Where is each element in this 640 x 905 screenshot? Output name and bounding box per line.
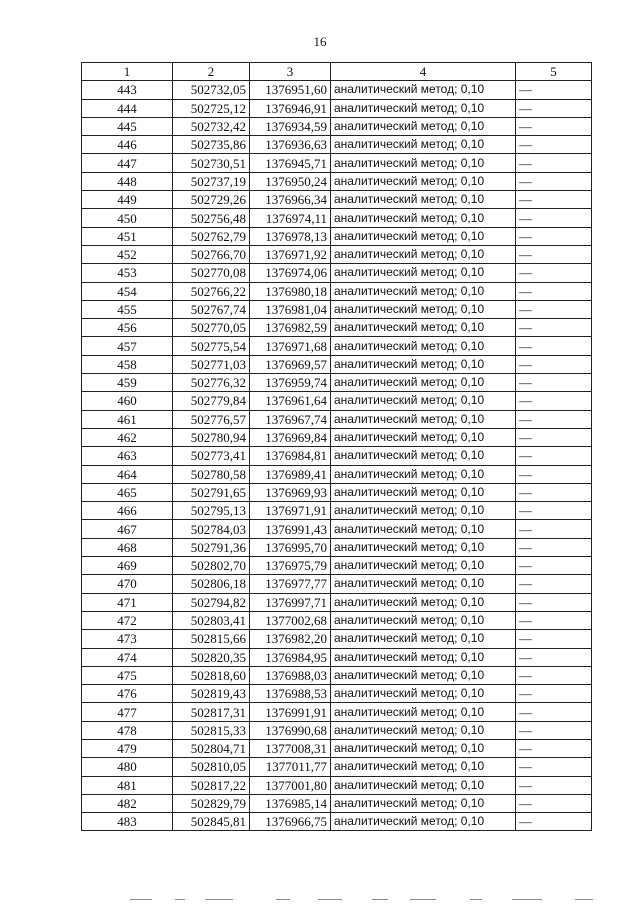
y-coordinate-cell: 1376988,03 <box>250 666 331 684</box>
x-coordinate-cell: 502795,13 <box>173 502 250 520</box>
description-cell: — <box>516 739 592 757</box>
method-accuracy-cell: аналитический метод; 0,10 <box>331 557 516 575</box>
x-coordinate-cell: 502791,65 <box>173 483 250 501</box>
x-coordinate-cell: 502766,70 <box>173 245 250 263</box>
description-cell: — <box>516 630 592 648</box>
table-row <box>82 300 592 318</box>
description-cell: — <box>516 557 592 575</box>
x-coordinate-cell: 502771,03 <box>173 355 250 373</box>
description-cell: — <box>516 794 592 812</box>
point-number-cell: 461 <box>82 410 173 428</box>
point-number-cell: 477 <box>82 703 173 721</box>
point-number-cell: 457 <box>82 337 173 355</box>
x-coordinate-cell: 502779,84 <box>173 392 250 410</box>
x-coordinate-cell: 502725,12 <box>173 99 250 117</box>
description-cell: — <box>516 191 592 209</box>
point-number-cell: 475 <box>82 666 173 684</box>
description-cell: — <box>516 611 592 629</box>
description-cell: — <box>516 337 592 355</box>
method-accuracy-cell: аналитический метод; 0,10 <box>331 575 516 593</box>
description-cell: — <box>516 648 592 666</box>
table-row <box>82 758 592 776</box>
y-coordinate-cell: 1376969,93 <box>250 483 331 501</box>
y-coordinate-cell: 1376969,57 <box>250 355 331 373</box>
point-number-cell: 478 <box>82 721 173 739</box>
table-row <box>82 410 592 428</box>
method-accuracy-cell: аналитический метод; 0,10 <box>331 758 516 776</box>
method-accuracy-cell: аналитический метод; 0,10 <box>331 227 516 245</box>
y-coordinate-cell: 1376971,91 <box>250 502 331 520</box>
y-coordinate-cell: 1376946,91 <box>250 99 331 117</box>
table-row <box>82 319 592 337</box>
table-row <box>82 520 592 538</box>
x-coordinate-cell: 502732,05 <box>173 81 250 99</box>
y-coordinate-cell: 1376981,04 <box>250 300 331 318</box>
x-coordinate-cell: 502737,19 <box>173 172 250 190</box>
y-coordinate-cell: 1376950,24 <box>250 172 331 190</box>
x-coordinate-cell: 502829,79 <box>173 794 250 812</box>
y-coordinate-cell: 1376967,74 <box>250 410 331 428</box>
point-number-cell: 481 <box>82 776 173 794</box>
method-accuracy-cell: аналитический метод; 0,10 <box>331 154 516 172</box>
x-coordinate-cell: 502820,35 <box>173 648 250 666</box>
x-coordinate-cell: 502791,36 <box>173 538 250 556</box>
method-accuracy-cell: аналитический метод; 0,10 <box>331 611 516 629</box>
x-coordinate-cell: 502806,18 <box>173 575 250 593</box>
table-row <box>82 575 592 593</box>
table-row <box>82 666 592 684</box>
x-coordinate-cell: 502729,26 <box>173 191 250 209</box>
y-coordinate-cell: 1376966,34 <box>250 191 331 209</box>
x-coordinate-cell: 502804,71 <box>173 739 250 757</box>
point-number-cell: 445 <box>82 117 173 135</box>
method-accuracy-cell: аналитический метод; 0,10 <box>331 685 516 703</box>
point-number-cell: 456 <box>82 319 173 337</box>
x-coordinate-cell: 502819,43 <box>173 685 250 703</box>
method-accuracy-cell: аналитический метод; 0,10 <box>331 81 516 99</box>
table-row <box>82 154 592 172</box>
description-cell: — <box>516 300 592 318</box>
description-cell: — <box>516 685 592 703</box>
y-coordinate-cell: 1376936,63 <box>250 136 331 154</box>
table-row <box>82 172 592 190</box>
header-col-1: 1 <box>82 63 173 81</box>
description-cell: — <box>516 355 592 373</box>
x-coordinate-cell: 502817,31 <box>173 703 250 721</box>
method-accuracy-cell: аналитический метод; 0,10 <box>331 392 516 410</box>
description-cell: — <box>516 538 592 556</box>
table-row <box>82 648 592 666</box>
x-coordinate-cell: 502845,81 <box>173 813 250 831</box>
y-coordinate-cell: 1376934,59 <box>250 117 331 135</box>
x-coordinate-cell: 502803,41 <box>173 611 250 629</box>
method-accuracy-cell: аналитический метод; 0,10 <box>331 593 516 611</box>
description-cell: — <box>516 136 592 154</box>
method-accuracy-cell: аналитический метод; 0,10 <box>331 666 516 684</box>
table-row <box>82 557 592 575</box>
description-cell: — <box>516 776 592 794</box>
x-coordinate-cell: 502766,22 <box>173 282 250 300</box>
x-coordinate-cell: 502732,42 <box>173 117 250 135</box>
point-number-cell: 458 <box>82 355 173 373</box>
table-row <box>82 99 592 117</box>
method-accuracy-cell: аналитический метод; 0,10 <box>331 502 516 520</box>
point-number-cell: 482 <box>82 794 173 812</box>
point-number-cell: 474 <box>82 648 173 666</box>
table-row <box>82 337 592 355</box>
description-cell: — <box>516 264 592 282</box>
description-cell: — <box>516 520 592 538</box>
x-coordinate-cell: 502735,86 <box>173 136 250 154</box>
description-cell: — <box>516 575 592 593</box>
page-number: 16 <box>313 34 327 49</box>
method-accuracy-cell: аналитический метод; 0,10 <box>331 739 516 757</box>
point-number-cell: 473 <box>82 630 173 648</box>
point-number-cell: 466 <box>82 502 173 520</box>
description-cell: — <box>516 282 592 300</box>
x-coordinate-cell: 502818,60 <box>173 666 250 684</box>
point-number-cell: 462 <box>82 428 173 446</box>
description-cell: — <box>516 428 592 446</box>
y-coordinate-cell: 1376984,81 <box>250 447 331 465</box>
point-number-cell: 450 <box>82 209 173 227</box>
y-coordinate-cell: 1376982,20 <box>250 630 331 648</box>
y-coordinate-cell: 1377001,80 <box>250 776 331 794</box>
method-accuracy-cell: аналитический метод; 0,10 <box>331 428 516 446</box>
table-row <box>82 227 592 245</box>
y-coordinate-cell: 1376975,79 <box>250 557 331 575</box>
point-number-cell: 483 <box>82 813 173 831</box>
description-cell: — <box>516 99 592 117</box>
x-coordinate-cell: 502767,74 <box>173 300 250 318</box>
y-coordinate-cell: 1376945,71 <box>250 154 331 172</box>
description-cell: — <box>516 245 592 263</box>
coordinates-table <box>81 62 592 831</box>
y-coordinate-cell: 1377011,77 <box>250 758 331 776</box>
table-row <box>82 264 592 282</box>
description-cell: — <box>516 721 592 739</box>
point-number-cell: 464 <box>82 465 173 483</box>
point-number-cell: 463 <box>82 447 173 465</box>
point-number-cell: 444 <box>82 99 173 117</box>
x-coordinate-cell: 502770,05 <box>173 319 250 337</box>
table-row <box>82 630 592 648</box>
point-number-cell: 469 <box>82 557 173 575</box>
point-number-cell: 476 <box>82 685 173 703</box>
point-number-cell: 471 <box>82 593 173 611</box>
y-coordinate-cell: 1376961,64 <box>250 392 331 410</box>
header-col-3: 3 <box>250 63 331 81</box>
point-number-cell: 472 <box>82 611 173 629</box>
x-coordinate-cell: 502794,82 <box>173 593 250 611</box>
scan-artifact-marks <box>0 893 640 905</box>
method-accuracy-cell: аналитический метод; 0,10 <box>331 245 516 263</box>
x-coordinate-cell: 502802,70 <box>173 557 250 575</box>
method-accuracy-cell: аналитический метод; 0,10 <box>331 209 516 227</box>
description-cell: — <box>516 117 592 135</box>
x-coordinate-cell: 502780,94 <box>173 428 250 446</box>
table-row <box>82 721 592 739</box>
y-coordinate-cell: 1377008,31 <box>250 739 331 757</box>
table-header <box>82 63 592 81</box>
description-cell: — <box>516 447 592 465</box>
y-coordinate-cell: 1376974,06 <box>250 264 331 282</box>
table-row <box>82 428 592 446</box>
y-coordinate-cell: 1376988,53 <box>250 685 331 703</box>
x-coordinate-cell: 502770,08 <box>173 264 250 282</box>
method-accuracy-cell: аналитический метод; 0,10 <box>331 172 516 190</box>
y-coordinate-cell: 1376997,71 <box>250 593 331 611</box>
x-coordinate-cell: 502810,05 <box>173 758 250 776</box>
method-accuracy-cell: аналитический метод; 0,10 <box>331 282 516 300</box>
x-coordinate-cell: 502776,57 <box>173 410 250 428</box>
method-accuracy-cell: аналитический метод; 0,10 <box>331 630 516 648</box>
method-accuracy-cell: аналитический метод; 0,10 <box>331 319 516 337</box>
header-row <box>82 63 592 81</box>
point-number-cell: 459 <box>82 374 173 392</box>
description-cell: — <box>516 465 592 483</box>
method-accuracy-cell: аналитический метод; 0,10 <box>331 648 516 666</box>
table-row <box>82 593 592 611</box>
point-number-cell: 451 <box>82 227 173 245</box>
method-accuracy-cell: аналитический метод; 0,10 <box>331 264 516 282</box>
method-accuracy-cell: аналитический метод; 0,10 <box>331 721 516 739</box>
description-cell: — <box>516 154 592 172</box>
table-row <box>82 685 592 703</box>
point-number-cell: 468 <box>82 538 173 556</box>
point-number-cell: 443 <box>82 81 173 99</box>
x-coordinate-cell: 502730,51 <box>173 154 250 172</box>
description-cell: — <box>516 392 592 410</box>
point-number-cell: 470 <box>82 575 173 593</box>
point-number-cell: 447 <box>82 154 173 172</box>
y-coordinate-cell: 1376991,43 <box>250 520 331 538</box>
x-coordinate-cell: 502815,66 <box>173 630 250 648</box>
method-accuracy-cell: аналитический метод; 0,10 <box>331 447 516 465</box>
description-cell: — <box>516 502 592 520</box>
x-coordinate-cell: 502784,03 <box>173 520 250 538</box>
point-number-cell: 452 <box>82 245 173 263</box>
method-accuracy-cell: аналитический метод; 0,10 <box>331 117 516 135</box>
table-row <box>82 191 592 209</box>
table-row <box>82 209 592 227</box>
y-coordinate-cell: 1376990,68 <box>250 721 331 739</box>
description-cell: — <box>516 172 592 190</box>
method-accuracy-cell: аналитический метод; 0,10 <box>331 374 516 392</box>
method-accuracy-cell: аналитический метод; 0,10 <box>331 99 516 117</box>
method-accuracy-cell: аналитический метод; 0,10 <box>331 337 516 355</box>
x-coordinate-cell: 502780,58 <box>173 465 250 483</box>
description-cell: — <box>516 209 592 227</box>
table-row <box>82 538 592 556</box>
y-coordinate-cell: 1376977,77 <box>250 575 331 593</box>
table-row <box>82 502 592 520</box>
table-row <box>82 703 592 721</box>
y-coordinate-cell: 1377002,68 <box>250 611 331 629</box>
table-row <box>82 355 592 373</box>
table-row <box>82 794 592 812</box>
point-number-cell: 479 <box>82 739 173 757</box>
method-accuracy-cell: аналитический метод; 0,10 <box>331 813 516 831</box>
method-accuracy-cell: аналитический метод; 0,10 <box>331 410 516 428</box>
table-row <box>82 392 592 410</box>
description-cell: — <box>516 593 592 611</box>
header-col-4: 4 <box>331 63 516 81</box>
y-coordinate-cell: 1376966,75 <box>250 813 331 831</box>
method-accuracy-cell: аналитический метод; 0,10 <box>331 703 516 721</box>
table-row <box>82 483 592 501</box>
table-body <box>82 81 592 831</box>
y-coordinate-cell: 1376951,60 <box>250 81 331 99</box>
point-number-cell: 453 <box>82 264 173 282</box>
header-col-5: 5 <box>516 63 592 81</box>
point-number-cell: 465 <box>82 483 173 501</box>
point-number-cell: 467 <box>82 520 173 538</box>
description-cell: — <box>516 666 592 684</box>
table-row <box>82 776 592 794</box>
method-accuracy-cell: аналитический метод; 0,10 <box>331 483 516 501</box>
x-coordinate-cell: 502775,54 <box>173 337 250 355</box>
table-row <box>82 611 592 629</box>
x-coordinate-cell: 502756,48 <box>173 209 250 227</box>
table-row <box>82 813 592 831</box>
method-accuracy-cell: аналитический метод; 0,10 <box>331 465 516 483</box>
description-cell: — <box>516 813 592 831</box>
y-coordinate-cell: 1376995,70 <box>250 538 331 556</box>
table-row <box>82 136 592 154</box>
table-row <box>82 245 592 263</box>
y-coordinate-cell: 1376959,74 <box>250 374 331 392</box>
description-cell: — <box>516 227 592 245</box>
description-cell: — <box>516 703 592 721</box>
method-accuracy-cell: аналитический метод; 0,10 <box>331 520 516 538</box>
y-coordinate-cell: 1376982,59 <box>250 319 331 337</box>
point-number-cell: 460 <box>82 392 173 410</box>
y-coordinate-cell: 1376971,68 <box>250 337 331 355</box>
point-number-cell: 455 <box>82 300 173 318</box>
method-accuracy-cell: аналитический метод; 0,10 <box>331 776 516 794</box>
y-coordinate-cell: 1376978,13 <box>250 227 331 245</box>
point-number-cell: 480 <box>82 758 173 776</box>
y-coordinate-cell: 1376980,18 <box>250 282 331 300</box>
header-col-2: 2 <box>173 63 250 81</box>
y-coordinate-cell: 1376991,91 <box>250 703 331 721</box>
method-accuracy-cell: аналитический метод; 0,10 <box>331 191 516 209</box>
table-row <box>82 739 592 757</box>
x-coordinate-cell: 502773,41 <box>173 447 250 465</box>
method-accuracy-cell: аналитический метод; 0,10 <box>331 794 516 812</box>
description-cell: — <box>516 374 592 392</box>
x-coordinate-cell: 502817,22 <box>173 776 250 794</box>
y-coordinate-cell: 1376971,92 <box>250 245 331 263</box>
description-cell: — <box>516 758 592 776</box>
table-row <box>82 117 592 135</box>
table-row <box>82 465 592 483</box>
description-cell: — <box>516 483 592 501</box>
method-accuracy-cell: аналитический метод; 0,10 <box>331 355 516 373</box>
table-row <box>82 447 592 465</box>
x-coordinate-cell: 502762,79 <box>173 227 250 245</box>
description-cell: — <box>516 319 592 337</box>
y-coordinate-cell: 1376974,11 <box>250 209 331 227</box>
table-row <box>82 81 592 99</box>
point-number-cell: 448 <box>82 172 173 190</box>
x-coordinate-cell: 502776,32 <box>173 374 250 392</box>
method-accuracy-cell: аналитический метод; 0,10 <box>331 538 516 556</box>
point-number-cell: 454 <box>82 282 173 300</box>
point-number-cell: 446 <box>82 136 173 154</box>
description-cell: — <box>516 81 592 99</box>
y-coordinate-cell: 1376989,41 <box>250 465 331 483</box>
method-accuracy-cell: аналитический метод; 0,10 <box>331 300 516 318</box>
description-cell: — <box>516 410 592 428</box>
y-coordinate-cell: 1376969,84 <box>250 428 331 446</box>
method-accuracy-cell: аналитический метод; 0,10 <box>331 136 516 154</box>
point-number-cell: 449 <box>82 191 173 209</box>
y-coordinate-cell: 1376985,14 <box>250 794 331 812</box>
x-coordinate-cell: 502815,33 <box>173 721 250 739</box>
table-row <box>82 374 592 392</box>
y-coordinate-cell: 1376984,95 <box>250 648 331 666</box>
table-row <box>82 282 592 300</box>
